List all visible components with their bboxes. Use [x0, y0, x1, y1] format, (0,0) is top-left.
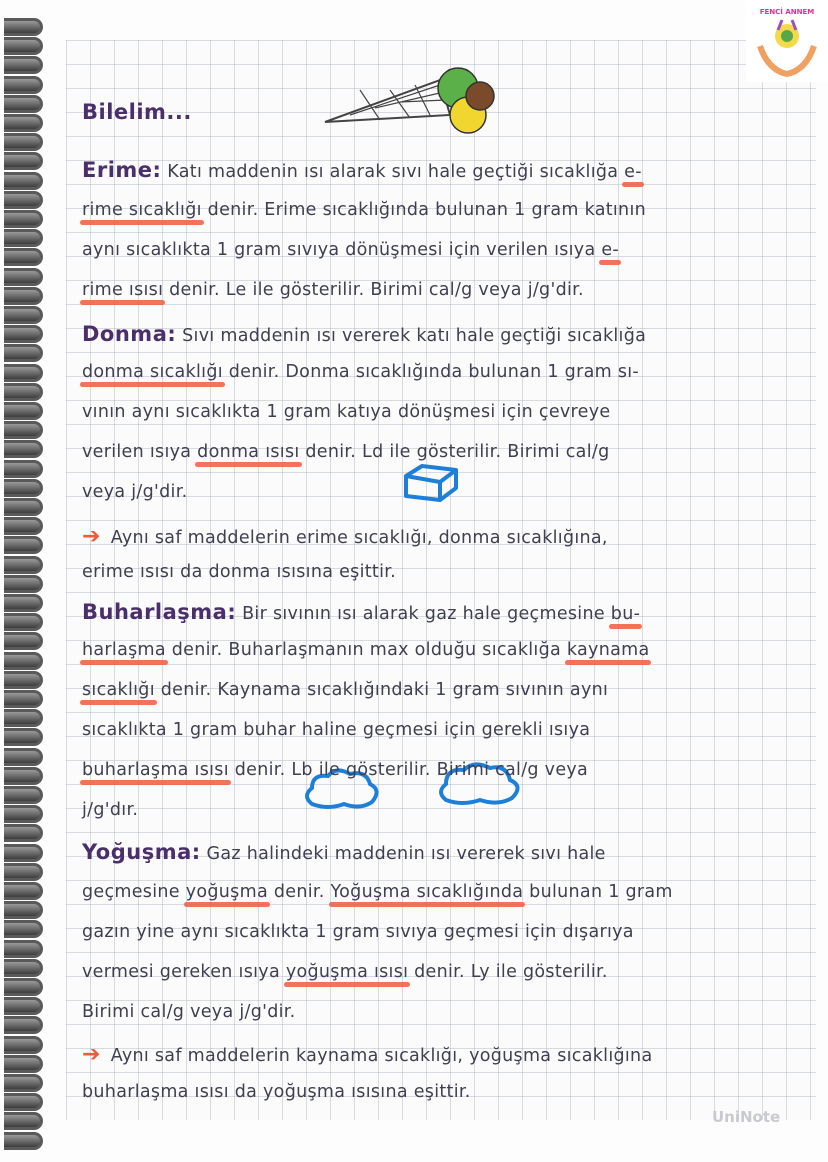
spiral-ring	[4, 594, 43, 612]
spiral-ring	[4, 940, 43, 958]
spiral-ring	[4, 805, 43, 823]
spiral-ring	[4, 56, 43, 74]
spiral-ring	[4, 748, 43, 766]
spiral-ring	[4, 824, 43, 842]
spiral-ring	[4, 690, 43, 708]
note-line	[82, 442, 609, 462]
note-line	[82, 562, 396, 582]
line-text: buharlaşma ısısı da yoğuşma ısısına eşittir.	[82, 1082, 471, 1102]
spiral-ring	[4, 344, 43, 362]
line-text: vermesi gereken ısıya	[82, 962, 286, 982]
line-text: denir. Ly ile gösterilir.	[408, 962, 608, 982]
spiral-ring	[4, 229, 43, 247]
spiral-ring	[4, 172, 43, 190]
spiral-ring	[4, 901, 43, 919]
underlined-term: Yoğuşma sıcaklığında	[330, 882, 524, 902]
spiral-ring	[4, 920, 43, 938]
spiral-ring	[4, 479, 43, 497]
spiral-ring	[4, 863, 43, 881]
note-line	[82, 962, 608, 982]
spiral-ring	[4, 1036, 43, 1054]
underlined-term: yoğuşma	[185, 882, 268, 902]
note-line	[82, 680, 608, 700]
spiral-ring	[4, 1074, 43, 1092]
spiral-ring	[4, 632, 43, 650]
note-line	[82, 720, 590, 740]
underlined-term: donma ısısı	[197, 442, 300, 462]
spiral-ring	[4, 133, 43, 151]
spiral-ring	[4, 1093, 43, 1111]
note-line	[82, 524, 608, 549]
note-line	[82, 200, 646, 220]
line-text: denir. Erime sıcaklığında bulunan 1 gram katının	[201, 200, 647, 220]
underlined-term: e-	[601, 240, 620, 260]
note-line	[82, 1002, 296, 1022]
spiral-ring	[4, 402, 43, 420]
spiral-ring	[4, 1016, 43, 1034]
line-text: Birimi cal/g veya j/g'dir.	[82, 1002, 296, 1022]
spiral-binding	[0, 0, 46, 1162]
underlined-term: bu-	[610, 604, 641, 624]
term-heading: Erime:	[82, 158, 162, 182]
line-text: sıcaklıkta 1 gram buhar haline geçmesi için gerekli ısıya	[82, 720, 591, 740]
line-text: denir. Le ile gösterilir. Birimi cal/g veya j/g'dir.	[163, 280, 584, 300]
note-line	[82, 280, 584, 300]
term-heading: Yoğuşma:	[82, 840, 201, 864]
line-text: Aynı saf maddelerin kaynama sıcaklığı, yoğuşma sıcaklığına	[110, 1046, 653, 1066]
spiral-ring	[4, 786, 43, 804]
line-text: geçmesine	[82, 882, 186, 902]
spiral-ring	[4, 978, 43, 996]
spiral-ring	[4, 325, 43, 343]
line-text: verilen ısıya	[82, 442, 198, 462]
note-line	[82, 600, 640, 624]
note-line	[82, 402, 610, 422]
line-text: Gaz halindeki maddenin ısı vererek sıvı hale	[200, 844, 606, 864]
note-line	[82, 760, 588, 780]
underlined-term: donma sıcaklığı	[82, 362, 223, 382]
spiral-ring	[4, 460, 43, 478]
underlined-term: buharlaşma ısısı	[82, 760, 229, 780]
note-line	[82, 240, 619, 260]
ice-cube-icon	[400, 462, 462, 502]
line-text: Bir sıvının ısı alarak gaz hale geçmesine	[236, 604, 611, 624]
note-line	[82, 1082, 471, 1102]
line-text: erime ısısı da donma ısısına eşittir.	[82, 562, 396, 582]
arrow-right-icon: ➔	[82, 524, 101, 549]
line-text: denir. Ld ile gösterilir. Birimi cal/g	[299, 442, 610, 462]
line-text: denir. Lb ile gösterilir. Birimi cal/g veya	[228, 760, 589, 780]
line-text: aynı sıcaklıkta 1 gram sıvıya dönüşmesi için verilen ısıya	[82, 240, 602, 260]
underlined-term: e-	[624, 162, 642, 182]
spiral-ring	[4, 498, 43, 516]
term-heading: Buharlaşma:	[82, 600, 237, 624]
spiral-ring	[4, 844, 43, 862]
underlined-term: kaynama	[566, 640, 650, 660]
spiral-ring	[4, 37, 43, 55]
line-text: Katı maddenin ısı alarak sıvı hale geçtiği sıcaklığa	[161, 162, 625, 182]
spiral-ring	[4, 882, 43, 900]
spiral-ring	[4, 95, 43, 113]
spiral-ring	[4, 421, 43, 439]
note-line	[82, 158, 642, 182]
line-text: bulunan 1 gram	[523, 882, 673, 902]
spiral-ring	[4, 1132, 43, 1150]
spiral-ring	[4, 671, 43, 689]
underlined-term: rime ısısı	[82, 280, 164, 300]
term-heading: Donma:	[82, 322, 177, 346]
spiral-ring	[4, 728, 43, 746]
line-text: vının aynı sıcaklıkta 1 gram katıya dönüşmesi için çevreye	[82, 402, 611, 422]
spiral-ring	[4, 536, 43, 554]
underlined-term: sıcaklığı	[82, 680, 155, 700]
line-text: gazın yine aynı sıcaklıkta 1 gram sıvıya geçmesi için dışarıya	[82, 922, 634, 942]
logo-badge	[746, 0, 828, 82]
footer-watermark: UniNote	[712, 1108, 781, 1126]
spiral-ring	[4, 191, 43, 209]
page-title: Bilelim...	[82, 100, 192, 124]
line-text: veya j/g'dir.	[82, 482, 188, 502]
spiral-ring	[4, 959, 43, 977]
note-line	[82, 1042, 652, 1067]
line-text: denir. Kaynama sıcaklığındaki 1 gram sıvının aynı	[154, 680, 609, 700]
note-line	[82, 362, 639, 382]
underlined-term: yoğuşma ısısı	[285, 962, 409, 982]
spiral-ring	[4, 364, 43, 382]
spiral-ring	[4, 556, 43, 574]
ice-cream-icon	[320, 60, 495, 140]
note-line	[82, 482, 187, 502]
spiral-ring	[4, 1055, 43, 1073]
spiral-ring	[4, 997, 43, 1015]
underlined-term: harlaşma	[82, 640, 166, 660]
spiral-ring	[4, 287, 43, 305]
spiral-ring	[4, 440, 43, 458]
spiral-ring	[4, 76, 43, 94]
arrow-right-icon: ➔	[82, 1042, 101, 1067]
spiral-ring	[4, 18, 43, 36]
note-line	[82, 800, 138, 820]
spiral-ring	[4, 575, 43, 593]
line-text: denir.	[267, 882, 331, 902]
line-text: denir. Donma sıcaklığında bulunan 1 gram sı-	[222, 362, 640, 382]
note-line	[82, 922, 634, 942]
line-text: denir. Buharlaşmanın max olduğu sıcaklığa	[165, 640, 567, 660]
spiral-ring	[4, 517, 43, 535]
underlined-term: rime sıcaklığı	[82, 200, 202, 220]
note-line	[82, 322, 646, 346]
note-line	[82, 840, 606, 864]
spiral-ring	[4, 152, 43, 170]
spiral-ring	[4, 114, 43, 132]
spiral-ring	[4, 1112, 43, 1130]
spiral-ring	[4, 709, 43, 727]
spiral-ring	[4, 306, 43, 324]
spiral-ring	[4, 767, 43, 785]
spiral-ring	[4, 268, 43, 286]
note-line	[82, 882, 673, 902]
line-text: j/g'dır.	[82, 800, 139, 820]
line-text: Sıvı maddenin ısı vererek katı hale geçtiği sıcaklığa	[176, 326, 647, 346]
note-line	[82, 640, 649, 660]
logo-text: FENCİ ANNEM	[759, 8, 815, 16]
spiral-ring	[4, 210, 43, 228]
spiral-ring	[4, 383, 43, 401]
line-text: Aynı saf maddelerin erime sıcaklığı, donma sıcaklığına,	[110, 528, 608, 548]
spiral-ring	[4, 652, 43, 670]
spiral-ring	[4, 613, 43, 631]
spiral-ring	[4, 248, 43, 266]
